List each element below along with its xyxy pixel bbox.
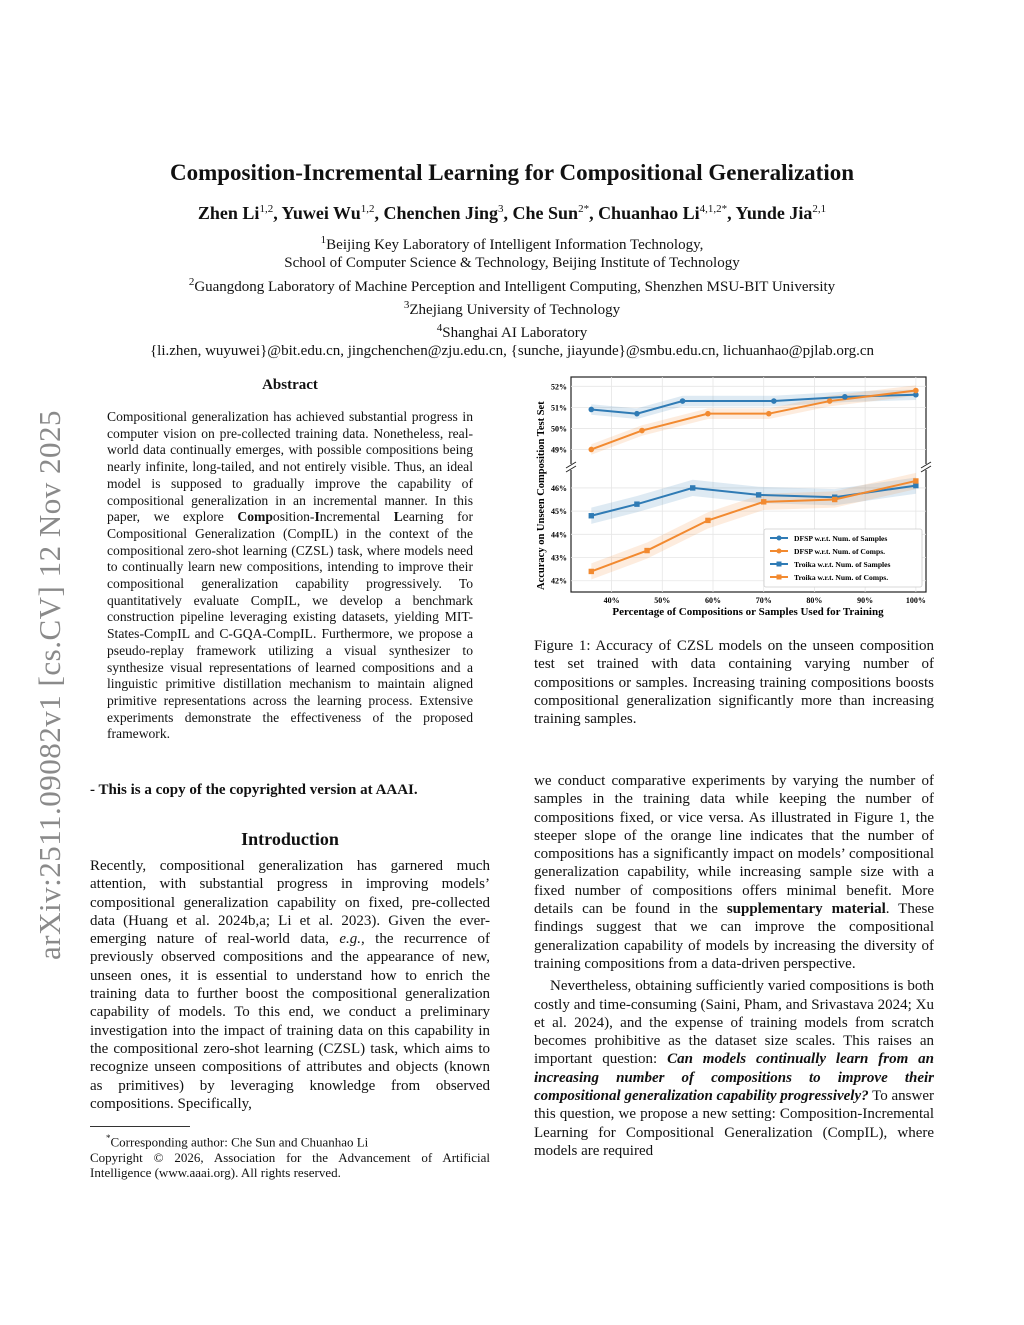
data-point (634, 411, 640, 417)
footnote: *Corresponding author: Che Sun and Chuanhao Li Copyright © 2026, Association for the Advancement of Artificial Intelligence (www.aaai.org). All rights reserved. (90, 1133, 490, 1181)
data-point (756, 492, 761, 497)
data-point (705, 411, 711, 417)
legend-marker (777, 575, 782, 580)
data-point (639, 428, 645, 434)
data-point (680, 398, 686, 404)
data-point (766, 411, 772, 417)
affiliation: $^2$Guangdong Laboratory of Machine Perception and Intelligent Computing, Shenzhen MSU-BIT University (188, 275, 836, 295)
data-point (690, 485, 695, 490)
legend-label: DFSP w.r.t. Num. of Samples (794, 534, 888, 543)
author: Zhen Li$^{1,2}$ (197, 203, 274, 223)
data-point (827, 398, 833, 404)
x-tick-label: 60% (705, 596, 721, 605)
introduction-body: Recently, compositional generalization has garnered much attention, with substantial progress in improving models’ compositional generalization capability on fixed, pre-collected data (Huang et al. 2024b,a; Li et al. 2023). Given the ever-emerging nature of real-world data, e.g., the recurrence of previously observed compositions and the appearance of new, unseen ones, it is essential to understand how to enrich the training data to further boost the compositional generalization capability of models. To this end, we conduct a preliminary investigation into the impact of training data on this capability in the compositional zero-shot learning (CZSL) task, which aims to recognize unseen compositions of attributes and objects (known as primitives) by leveraging knowledge from observed compositions. Specifically, (90, 858, 490, 1112)
affiliations (0, 231, 1024, 361)
abstract-heading: Abstract (262, 377, 318, 393)
introduction-heading: Introduction (241, 829, 339, 849)
affiliation: $^4$Shanghai AI Laboratory (436, 322, 588, 342)
x-tick-label: 70% (755, 596, 772, 605)
arxiv-id: arXiv:2511.09082v1 [cs.CV] 12 Nov 2025 (32, 410, 67, 960)
affiliation: School of Computer Science & Technology, Beijing Institute of Technology (284, 255, 740, 272)
author: Chenchen Jing$^3$ (383, 203, 504, 223)
data-point (588, 407, 594, 413)
copyright-notice: - This is a copy of the copyrighted version at AAAI. (90, 782, 418, 798)
legend-label: Troika w.r.t. Num. of Samples (794, 560, 891, 569)
y-tick-label: 49% (551, 445, 567, 455)
affiliation: $^3$Zhejiang University of Technology (403, 298, 621, 318)
data-point (771, 398, 777, 404)
x-axis-label: Percentage of Compositions or Samples Used for Training (612, 606, 884, 618)
x-tick-label: 50% (654, 596, 671, 605)
author-emails: {li.zhen, wuyuwei}@bit.edu.cn, jingchenchen@zju.edu.cn, {sunche, jiayunde}@smbu.edu.cn, lichuanhao@pjlab.org.cn (149, 343, 874, 360)
figure-1-chart (532, 372, 936, 622)
data-point (705, 518, 710, 523)
y-tick-label: 46% (551, 483, 567, 493)
x-tick-label: 80% (806, 596, 823, 605)
paper-title: Composition-Incremental Learning for Compositional Generalization (169, 160, 854, 185)
arxiv-sidebar-stamp (8, 370, 67, 960)
affiliation: $^1$Beijing Key Laboratory of Intelligent Information Technology, (320, 234, 704, 253)
legend-marker (777, 562, 782, 567)
data-point (913, 483, 918, 488)
data-point (842, 394, 848, 400)
author: Chuanhao $Li^{4,1,2*}$ (598, 203, 728, 223)
figure-1-caption: Figure 1: Accuracy of CZSL models on the unseen composition test set trained with data containing varying number of compositions or samples. Increasing training compositions boosts compositional generalization significantly more than increasing training samples. (534, 638, 934, 728)
data-point (913, 478, 918, 483)
author: Yunde Jia$^{2,1}$ (735, 203, 827, 223)
legend-label: Troika w.r.t. Num. of Comps. (794, 573, 889, 582)
right-column-body (534, 772, 934, 1160)
y-tick-label: 52% (551, 382, 567, 392)
data-point (913, 388, 919, 394)
data-point (761, 499, 766, 504)
legend-marker (777, 536, 782, 541)
abstract-body: Compositional generalization has achieved substantial progress in computer vision on pre-collected training data. Nonetheless, real-world data continually emerges, with possible compositions being nearly infinite, long-tailed, and not entirely visible. Thus, an ideal model is supposed to gradually improve the capability of compositional generalization in an incremental manner. In this paper, we explore Composition-Incremental Learning for Compositional Generalization (CompIL) in the context of the compositional zero-shot learning (CZSL) task, where models need to continually learn new compositions, intending to improve their compositional generalization capability progressively. To quantitatively evaluate CompIL, we develop a benchmark construction pipeline leveraging existing datasets, yielding MIT-States-CompIL and C-GQA-CompIL. Furthermore, we propose a pseudo-replay framework utilizing a visual synthesizer to synthesize visual representations of learned compositions and a linguistic primitive distillation mechanism to maintain aligned primitive representations across the learning process. Extensive experiments demonstrate the effectiveness of the proposed framework. (107, 409, 473, 742)
y-tick-label: 50% (551, 424, 567, 434)
x-tick-label: 90% (857, 596, 874, 605)
y-tick-label: 45% (551, 507, 567, 517)
y-tick-label: 43% (551, 553, 567, 563)
data-point (589, 513, 594, 518)
y-tick-label: 44% (551, 530, 567, 540)
data-point (832, 497, 837, 502)
x-tick-label: 100% (905, 596, 926, 605)
paragraph: Nevertheless, obtaining sufficiently varied compositions is both costly and time-consuming (Saini, Pham, and Srivastava 2024; Xu et al. 2024), and the expense of training models from scratch becomes prohibitive as the dataset size scales. This raises an important question: Can models continually learn from an increasing number of compositions to improve their compositional generalization capability progressively? To answer this question, we propose a new setting: Composition-Incremental Learning for Compositional Generalization (CompIL), where models are required (534, 978, 935, 1159)
legend-label: DFSP w.r.t. Num. of Comps. (794, 547, 886, 556)
x-tick-label: 40% (603, 596, 620, 605)
footnote-rule (90, 1126, 190, 1127)
author: Che Sun$^{2*}$ (512, 203, 590, 223)
y-axis-label: Accuracy on Unseen Composition Test Set (536, 401, 547, 590)
paragraph: we conduct comparative experiments by varying the number of samples in the training data while keeping the number of compositions fixed, or vice versa. As illustrated in Figure 1, the steeper slope of the orange line indicates that the number of compositions has a significantly impact on models’ compositional generalization capability, while increasing sample size with a fixed number of compositions offers minimal benefit. More details can be found in the supplementary material. These findings suggest that we can improve the compositional generalization capability of models by increasing the diversity of training compositions from a data-driven perspective. (534, 773, 934, 972)
author: Yuwei Wu$^{1,2}$ (281, 203, 375, 223)
data-point (588, 447, 594, 453)
data-point (644, 548, 649, 553)
data-point (589, 569, 594, 574)
chart-legend (764, 529, 922, 587)
chart-svg (532, 372, 936, 622)
data-point (634, 501, 639, 506)
y-tick-label: 42% (551, 576, 567, 586)
author-list: Zhen Li$^{1,2}$, Yuwei Wu$^{1,2}$, Chenchen Jing$^3$, Che Sun$^{2*}$, Chuanhao $Li^{4,1,2*}$, Yunde Jia$^{2,1}$ (197, 203, 827, 223)
y-tick-label: 51% (551, 403, 567, 413)
legend-marker (777, 549, 782, 554)
